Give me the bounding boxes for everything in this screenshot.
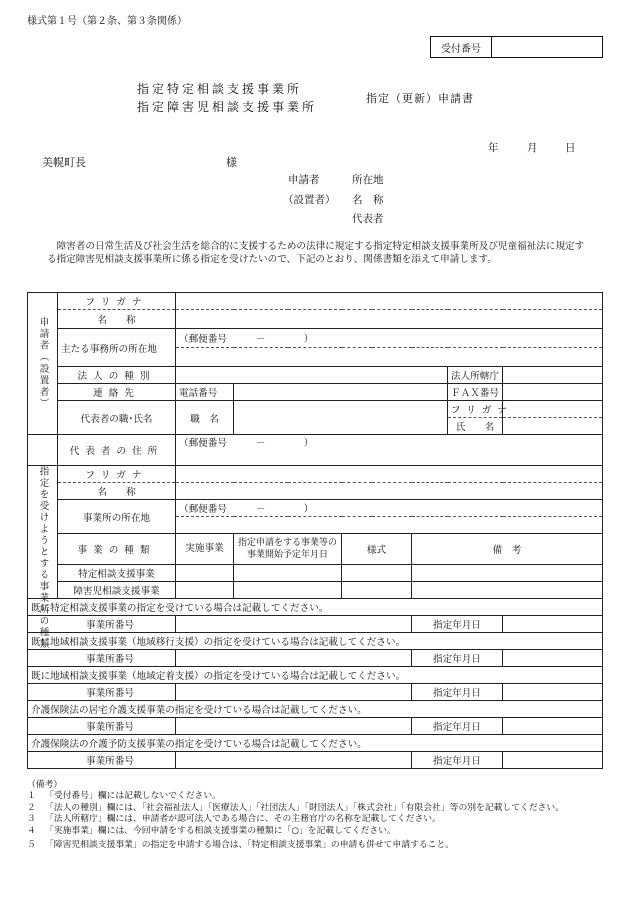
applicant-label-sub: （設置者） [283, 194, 336, 206]
application-table [27, 292, 603, 769]
prior-4-office-number-label: 事業所番号 [28, 718, 176, 735]
prior-4-date-field[interactable] [503, 718, 603, 735]
note-item: ３ 「法人所轄庁」欄には、申請者が認可法人である場合に、その主務官庁の名称を記載してください。 [27, 814, 441, 825]
main-office-postal[interactable]: （郵便番号 － ） [176, 329, 603, 348]
prior-4-office-number-field[interactable] [176, 718, 412, 735]
rep-address-field[interactable]: （郵便番号 － ） [176, 435, 603, 466]
prior-1-date-field[interactable] [503, 616, 603, 633]
prior-1-office-number-field[interactable] [176, 616, 412, 633]
prior-2-instruction: 既に地域相談支援事業（地域移行支援）の指定を受けている場合は記載してください。 [28, 633, 603, 650]
prior-5-date-field[interactable] [503, 752, 603, 769]
section-applicant-label: 申請者（設置者） [28, 293, 58, 435]
office-name-label: 名 称 [58, 483, 176, 500]
prior-2-date-field[interactable] [503, 650, 603, 667]
position-label: 職 名 [176, 401, 234, 435]
note-item: ５ 「障害児相談支援事業」の指定を申請する場合は、「特定相談支援事業」の申請も併せて申請すること。 [27, 840, 455, 851]
rep-furigana-field[interactable] [503, 401, 603, 418]
rep-name-field[interactable] [503, 418, 603, 435]
implementation-header: 実施事業 [176, 534, 234, 565]
prior-5-instruction: 介護保険法の介護予防支援事業の指定を受けている場合は記載してください。 [28, 735, 603, 752]
title-line-2: 指定障害児相談支援事業所 [137, 100, 318, 114]
corp-authority-label: 法人所轄庁 [448, 367, 503, 384]
office-postal[interactable]: （郵便番号 － ） [176, 500, 603, 517]
title-line-1: 指定特定相談支援事業所 [137, 82, 303, 96]
date-year: 年 [488, 142, 499, 154]
reception-number-box [430, 36, 603, 58]
rep-name-label: 氏 名 [448, 418, 503, 435]
note-item: １ 「受付番号」欄には記載しないでください。 [27, 791, 221, 802]
prior-5-office-number-field[interactable] [176, 752, 412, 769]
name-label: 名 称 [58, 310, 176, 329]
prior-4-instruction: 介護保険法の居宅介護支援事業の指定を受けている場合は記載してください。 [28, 701, 603, 718]
service1-style[interactable] [342, 565, 412, 582]
prior-3-date-label: 指定年月日 [412, 684, 503, 701]
start-date-header: 指定申請をする事業等の事業開始予定年月日 [234, 534, 342, 565]
applicant-name: 名 称 [352, 194, 384, 206]
business-type-header: 事業の種類 [58, 534, 176, 565]
service2-start-date[interactable] [234, 582, 342, 599]
phone-field[interactable] [234, 384, 448, 401]
prior-2-date-label: 指定年月日 [412, 650, 503, 667]
date-month: 月 [527, 142, 538, 154]
prior-1-instruction: 既に特定相談支援事業の指定を受けている場合は記載してください。 [28, 599, 603, 616]
service1-implementation[interactable] [176, 565, 234, 582]
prior-3-instruction: 既に地域相談支援事業（地域定着支援）の指定を受けている場合は記載してください。 [28, 667, 603, 684]
position-field[interactable] [234, 401, 448, 435]
service1-remarks[interactable] [412, 565, 603, 582]
remarks-header: 備 考 [412, 534, 603, 565]
reception-number-field[interactable] [492, 37, 602, 57]
corp-type-label: 法人の種別 [58, 367, 176, 384]
prior-2-office-number-field[interactable] [176, 650, 412, 667]
rep-furigana-label: フリガナ [448, 401, 503, 418]
corp-type-field[interactable] [176, 367, 448, 384]
service2-style[interactable] [342, 582, 412, 599]
notes [27, 780, 597, 851]
intro-text: 障害者の日常生活及び社会生活を総合的に支援するための法律に規定する指定特定相談支援事業所及び児童福祉法に規定する指定障害児相談支援事業所に係る指定を受けたいので、下記のとおり、関係書類を添えて申請します。 [47, 241, 585, 265]
office-furigana-field[interactable] [176, 466, 603, 483]
addressee: 美幌町長 [42, 156, 86, 169]
office-furigana-label: フリガナ [58, 466, 176, 483]
rep-address-label: 代表者の住所 [58, 435, 176, 466]
style-header: 様式 [342, 534, 412, 565]
prior-4-date-label: 指定年月日 [412, 718, 503, 735]
service1-start-date[interactable] [234, 565, 342, 582]
note-item: ４ 「実施事業」欄には、今回申請をする相談支援事業の種類に「○」を記載してください。 [27, 825, 396, 836]
main-office-label: 主たる事務所の所在地 [58, 329, 176, 367]
service2-remarks[interactable] [412, 582, 603, 599]
applicant-representative: 代表者 [352, 213, 384, 225]
prior-5-office-number-label: 事業所番号 [28, 752, 176, 769]
addressee-honorific: 様 [226, 156, 237, 169]
note-item: ２ 「法人の種別」欄には、「社会福祉法人」「医療法人」「社団法人」「財団法人」「株式会社」「有限会社」等の別を記載してください。 [27, 802, 565, 813]
prior-3-office-number-label: 事業所番号 [28, 684, 176, 701]
service-specific-consultation: 特定相談支援事業 [58, 565, 176, 582]
contact-label: 連絡先 [58, 384, 176, 401]
date-day: 日 [565, 142, 576, 154]
title-suffix: 指定（更新）申請書 [366, 92, 474, 105]
service-child-consultation: 障害児相談支援事業 [58, 582, 176, 599]
prior-2-office-number-label: 事業所番号 [28, 650, 176, 667]
office-location-label: 事業所の所在地 [58, 500, 176, 534]
prior-1-office-number-label: 事業所番号 [28, 616, 176, 633]
section-office-label: 指定を受けようとする事業所の種類 [28, 466, 58, 599]
fax-field[interactable] [503, 384, 603, 401]
furigana-label: フリガナ [58, 293, 176, 310]
phone-label: 電話番号 [176, 384, 234, 401]
rep-position-name-label: 代表者の職･氏名 [58, 401, 176, 435]
service2-implementation[interactable] [176, 582, 234, 599]
applicant-label: 申請者 [288, 174, 320, 186]
office-address-field[interactable] [176, 517, 603, 534]
prior-1-date-label: 指定年月日 [412, 616, 503, 633]
office-name-field[interactable] [176, 483, 603, 500]
furigana-field[interactable] [176, 293, 603, 310]
fax-label: ＦＡＸ番号 [448, 384, 503, 401]
prior-3-office-number-field[interactable] [176, 684, 412, 701]
reception-number-label: 受付番号 [431, 37, 492, 57]
main-office-address-field[interactable] [176, 348, 603, 367]
form-number: 様式第１号（第２条、第３条関係） [27, 16, 187, 27]
notes-header: （備考） [27, 780, 63, 790]
name-field[interactable] [176, 310, 603, 329]
applicant-location: 所在地 [352, 174, 384, 186]
prior-3-date-field[interactable] [503, 684, 603, 701]
prior-5-date-label: 指定年月日 [412, 752, 503, 769]
corp-authority-field[interactable] [503, 367, 603, 384]
